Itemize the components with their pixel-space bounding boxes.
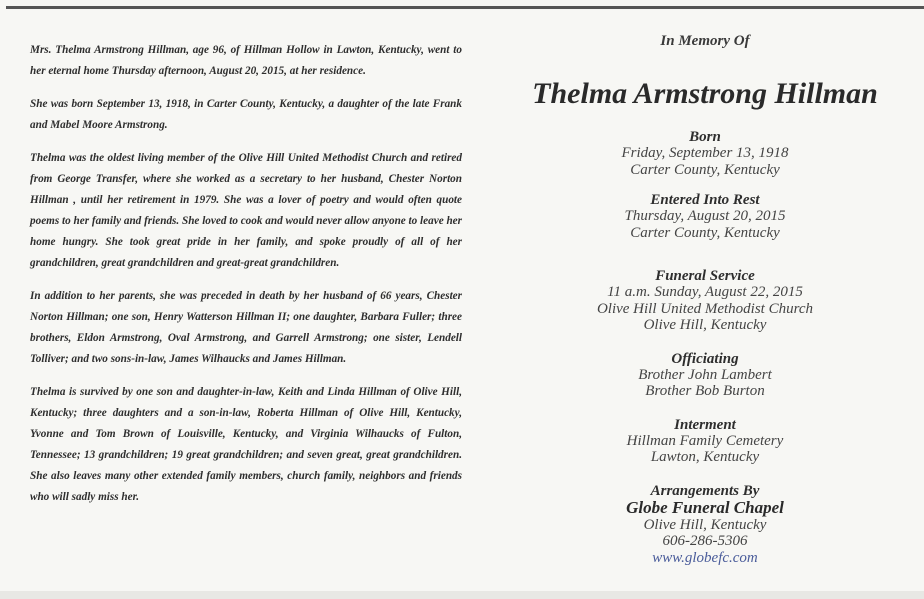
entered-into-rest-heading: Entered Into Rest (650, 192, 760, 208)
program-column (505, 33, 905, 566)
officiant: Brother Bob Burton (645, 383, 765, 399)
cemetery-location: Lawton, Kentucky (650, 449, 760, 465)
born-date: Friday, September 13, 1918 (621, 145, 789, 161)
chapel-website-link[interactable]: www.globefc.com (652, 549, 758, 566)
born-place: Carter County, Kentucky (630, 161, 780, 178)
death-place: Carter County, Kentucky (630, 224, 780, 241)
death-date: Thursday, August 20, 2015 (624, 208, 786, 224)
chapel-name: Globe Funeral Chapel (626, 497, 784, 517)
obituary-column (30, 40, 462, 520)
officiating-section (505, 351, 905, 400)
funeral-service-heading: Funeral Service (655, 268, 755, 284)
chapel-location: Olive Hill, Kentucky (643, 516, 767, 533)
arrangements-section (505, 483, 905, 566)
funeral-location: Olive Hill, Kentucky (643, 317, 767, 333)
funeral-venue: Olive Hill United Methodist Church (596, 300, 814, 317)
arrangements-heading: Arrangements By (650, 482, 760, 499)
top-rule (6, 6, 924, 9)
chapel-phone: 606-286-5306 (662, 533, 748, 549)
officiant: Brother John Lambert (638, 366, 772, 383)
obituary-paragraph: Thelma is survived by one son and daughter-in-law, Keith and Linda Hillman of Olive Hill, Kentucky; three daughters and a son-in-law, Roberta Hillman of Olive Hill, Kentucky, Yvonne and Tom Brown of Louisville, Kentucky, and Virginia Wilhaucks of Fulton, Tennessee; 13 grandchildren; 19 great grandchildren; and seven great, great grandchildren. She also leaves many other extended family members, church family, neighbors and friends who will sadly miss her. (30, 386, 462, 503)
funeral-service-section (505, 268, 905, 334)
page-bottom-edge (0, 591, 924, 599)
obituary-paragraph: She was born September 13, 1918, in Carter County, Kentucky, a daughter of the late Frank and Mabel Moore Armstrong. (30, 98, 462, 131)
deceased-name: Thelma Armstrong Hillman (532, 77, 878, 110)
interment-section (505, 417, 905, 466)
obituary-paragraph: Thelma was the oldest living member of the Olive Hill United Methodist Church and retired from George Transfer, where she worked as a secretary to her husband, Chester Norton Hillman , until her retirement in 1979. She was a lover of poetry and would often quote poems to her family and friends. She loved to cook and would never allow anyone to leave her home hungry. She took great pride in her family, and spoke proudly of all of her grandchildren, great grandchildren and great-great grandchildren. (30, 152, 462, 269)
obituary-paragraph: Mrs. Thelma Armstrong Hillman, age 96, of Hillman Hollow in Lawton, Kentucky, went to her eternal home Thursday afternoon, August 20, 2015, at her residence. (30, 44, 462, 77)
funeral-time: 11 a.m. Sunday, August 22, 2015 (607, 284, 803, 300)
born-heading: Born (689, 129, 721, 145)
interment-heading: Interment (674, 416, 736, 433)
cemetery-name: Hillman Family Cemetery (626, 432, 784, 449)
obituary-paragraph: In addition to her parents, she was preceded in death by her husband of 66 years, Chester Norton Hillman; one son, Henry Watterson Hillman II; one daughter, Barbara Fuller; three brothers, Eldon Armstrong, Oval Armstrong, and Garrell Armstrong; one sister, Lendell Tolliver; and two sons-in-law, James Wilhaucks and James Hillman. (30, 290, 462, 365)
born-section (505, 129, 905, 178)
entered-into-rest-section (505, 192, 905, 241)
memory-heading: In Memory Of (660, 33, 750, 49)
officiating-heading: Officiating (671, 350, 739, 367)
